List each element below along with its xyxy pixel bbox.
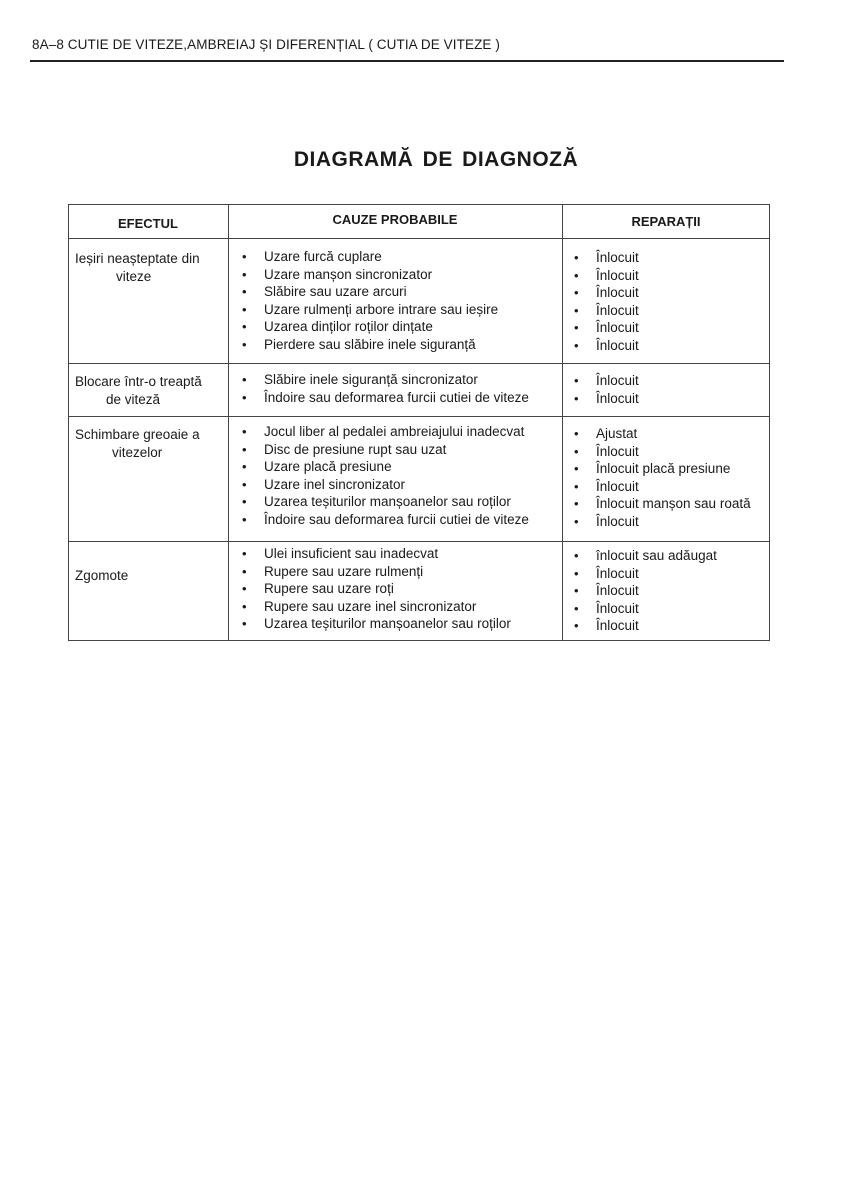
list-item: • Înlocuit xyxy=(572,390,639,408)
repairs-list xyxy=(572,425,751,531)
table-row-effect xyxy=(75,426,225,462)
list-item: • Ulei insuficient sau inadecvat xyxy=(240,545,511,563)
list-item: • Uzarea dinților roților dințate xyxy=(240,318,498,336)
causes-list xyxy=(240,545,511,633)
running-header: 8A–8 CUTIE DE VITEZE,AMBREIAJ ȘI DIFERENȚIAL ( CUTIA DE VITEZE ) xyxy=(32,37,500,52)
list-item: • Înlocuit xyxy=(572,513,751,531)
row-divider xyxy=(68,541,770,542)
list-item: • Pierdere sau slăbire inele siguranță xyxy=(240,336,498,354)
list-item: • Înlocuit xyxy=(572,478,751,496)
list-item: • Rupere sau uzare rulmenți xyxy=(240,563,511,581)
list-item: • Uzare placă presiune xyxy=(240,458,529,476)
list-item: • Înlocuit xyxy=(572,617,717,635)
effect-line-1: Zgomote xyxy=(75,568,129,583)
list-item: • Înlocuit xyxy=(572,443,751,461)
list-item: • Uzare furcă cuplare xyxy=(240,248,498,266)
list-item: • Înlocuit xyxy=(572,600,717,618)
list-item: • Jocul liber al pedalei ambreiajului inadecvat xyxy=(240,423,529,441)
list-item: • Rupere sau uzare inel sincronizator xyxy=(240,598,511,616)
effect-line-2: de viteză xyxy=(106,392,161,407)
list-item: • Uzare rulmenți arbore intrare sau ieșire xyxy=(240,301,498,319)
list-item: • Rupere sau uzare roți xyxy=(240,580,511,598)
list-item: • Ajustat xyxy=(572,425,751,443)
header-causes: CAUZE PROBABILE xyxy=(332,212,458,227)
list-item: • Înlocuit placă presiune xyxy=(572,460,751,478)
list-item: • Uzarea teșiturilor manșoanelor sau roților xyxy=(240,615,511,633)
list-item: • Uzarea teșiturilor manșoanelor sau roților xyxy=(240,493,529,511)
list-item: • Înlocuit xyxy=(572,284,639,302)
list-item: • Înlocuit xyxy=(572,565,717,583)
list-item: • Înlocuit xyxy=(572,267,639,285)
header-repairs: REPARAȚII xyxy=(631,214,701,229)
header-effect: EFECTUL xyxy=(118,216,178,231)
list-item: • Înlocuit xyxy=(572,372,639,390)
row-divider xyxy=(68,416,770,417)
table-row-effect xyxy=(75,567,225,585)
causes-list xyxy=(240,423,529,529)
effect-line-1: Ieșiri neașteptate din xyxy=(75,251,200,266)
list-item: • Uzare inel sincronizator xyxy=(240,476,529,494)
list-item: • Slăbire inele siguranță sincronizator xyxy=(240,371,529,389)
list-item: • Înlocuit xyxy=(572,337,639,355)
repairs-list xyxy=(572,547,717,635)
table-row-effect xyxy=(75,373,225,409)
effect-line-2: viteze xyxy=(116,269,152,284)
repairs-list xyxy=(572,249,639,355)
header-rule xyxy=(30,60,784,62)
list-item: • Îndoire sau deformarea furcii cutiei de viteze xyxy=(240,511,529,529)
list-item: • Disc de presiune rupt sau uzat xyxy=(240,441,529,459)
row-divider xyxy=(68,363,770,364)
list-item: • Înlocuit xyxy=(572,249,639,267)
table-row-effect xyxy=(75,250,225,286)
list-item: • Înlocuit manșon sau roată xyxy=(572,495,751,513)
causes-list xyxy=(240,371,529,406)
effect-line-1: Schimbare greoaie a xyxy=(75,427,200,442)
row-divider xyxy=(68,238,770,239)
list-item: • Înlocuit xyxy=(572,582,717,600)
list-item: • Înlocuit xyxy=(572,302,639,320)
repairs-list xyxy=(572,372,639,407)
page-title: DIAGRAMĂ DE DIAGNOZĂ xyxy=(293,148,579,171)
column-divider xyxy=(228,204,229,641)
list-item: • Înlocuit xyxy=(572,319,639,337)
list-item: • înlocuit sau adăugat xyxy=(572,547,717,565)
effect-line-2: vitezelor xyxy=(112,445,163,460)
effect-line-1: Blocare într-o treaptă xyxy=(75,374,202,389)
list-item: • Slăbire sau uzare arcuri xyxy=(240,283,498,301)
list-item: • Uzare manșon sincronizator xyxy=(240,266,498,284)
list-item: • Îndoire sau deformarea furcii cutiei de viteze xyxy=(240,389,529,407)
column-divider xyxy=(562,204,563,641)
causes-list xyxy=(240,248,498,354)
